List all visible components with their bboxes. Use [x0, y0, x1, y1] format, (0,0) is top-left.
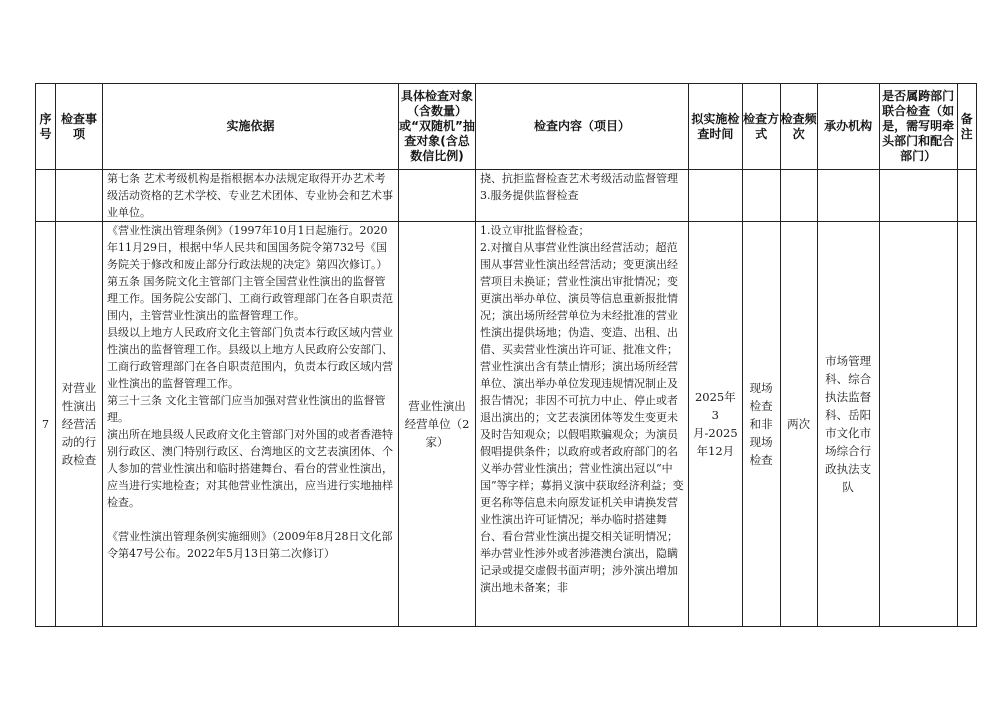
- row-basis: 《营业性演出管理条例》（1997年10月1日起施行。2020年11月29日，根据中华人民共和国国务院令第732号《国务院关于修改和废止部分行政法规的决定》第四次修订。） 第五条 国务院文化主管部门主管全国营业性演出的监督管理工作。国务院公安部门、工商行政管理部门在各自职责范围内，主管营业性演出的监督管理工作。 县级以上地方人民政府文化主管部门负责本行政区域内营业性演出的监督管理工作。县级以上地方人民政府公安部门、工商行政管理部门在各自职责范围内，负责本行政区域内营业性演出的监督管理工作。 第三十三条 文化主管部门应当加强对营业性演出的监督管理。 演出所在地县级人民政府文化主管部门对外国的或者香港特别行政区、澳门特别行政区、台湾地区的文艺表演团体、个人参加的营业性演出和临时搭建舞台、看台的营业性演出，应当进行实地检查；对其他营业性演出，应当进行实地抽样检查。 《营业性演出管理条例实施细则》（2009年8月28日文化部令第47号公布。2022年5月13日第二次修订）: [103, 222, 399, 627]
- row-content: 挠、抗拒监督检查艺术考级活动监督管理 3.服务提供监督检查: [476, 170, 689, 222]
- table-header-row: [36, 84, 977, 170]
- row-method: 现场检查和非现场检查: [742, 222, 780, 627]
- row-time: [689, 170, 743, 222]
- row-object: 营业性演出经营单位（2家）: [399, 222, 476, 627]
- row-note: [957, 170, 976, 222]
- header-content: 检查内容（项目）: [476, 84, 689, 170]
- header-time: 拟实施检查时间: [689, 84, 743, 170]
- table-row: [36, 170, 977, 222]
- header-object: 具体检查对象（含数量）或“双随机”抽查对象(含总数信比例): [399, 84, 476, 170]
- table-row: [36, 222, 977, 627]
- row-agency: [817, 170, 879, 222]
- header-note: 备注: [957, 84, 976, 170]
- row-freq: 两次: [780, 222, 817, 627]
- row-freq: [780, 170, 817, 222]
- row-time: 2025年3月-2025年12月: [689, 222, 743, 627]
- header-agency: 承办机构: [817, 84, 879, 170]
- row-item: [56, 170, 103, 222]
- row-note: [957, 222, 976, 627]
- header-item: 检查事项: [56, 84, 103, 170]
- row-object: [399, 170, 476, 222]
- header-basis: 实施依据: [103, 84, 399, 170]
- header-seq: 序号: [36, 84, 56, 170]
- row-cross: [879, 170, 957, 222]
- row-content: 1.设立审批监督检查； 2.对擅自从事营业性演出经营活动；超范围从事营业性演出经营活动；变更演出经营项目未换证；营业性演出审批情况；变更演出举办单位、演员等信息重新报批情况；演出场所经营单位为未经批准的营业性演出提供场地；伪造、变造、出租、出借、买卖营业性演出许可证、批准文件；营业性演出含有禁止情形；演出场所经营单位、演出举办单位发现违规情况制止及报告情况；非因不可抗力中止、停止或者退出演出的；文艺表演团体等发生变更未及时告知观众；以假唱欺骗观众；为演员假唱提供条件；以政府或者政府部门的名义举办营业性演出；营业性演出冠以“中国”等字样；募捐义演中获取经济利益；变更名称等信息未向原发证机关申请换发营业性演出许可证情况；举办临时搭建舞台、看台营业性演出提交相关证明情况；举办营业性涉外或者涉港澳台演出，隐瞒记录或提交虚假书面声明；涉外演出增加演出地未备案；非: [476, 222, 689, 627]
- row-method: [742, 170, 780, 222]
- header-method: 检查方式: [742, 84, 780, 170]
- inspection-table: [35, 83, 977, 627]
- header-cross: 是否属跨部门联合检查（如是，需写明牵头部门和配合部门）: [879, 84, 957, 170]
- row-agency: 市场管理科、综合执法监督科、岳阳市文化市场综合行政执法支队: [817, 222, 879, 627]
- header-freq: 检查频次: [780, 84, 817, 170]
- row-basis: 第七条 艺术考级机构是指根据本办法规定取得开办艺术考级活动资格的艺术学校、专业艺术团体、专业协会和艺术事业单位。: [103, 170, 399, 222]
- row-cross: [879, 222, 957, 627]
- row-seq: 7: [36, 222, 56, 627]
- row-seq: [36, 170, 56, 222]
- row-item: 对营业性演出经营活动的行政检查: [56, 222, 103, 627]
